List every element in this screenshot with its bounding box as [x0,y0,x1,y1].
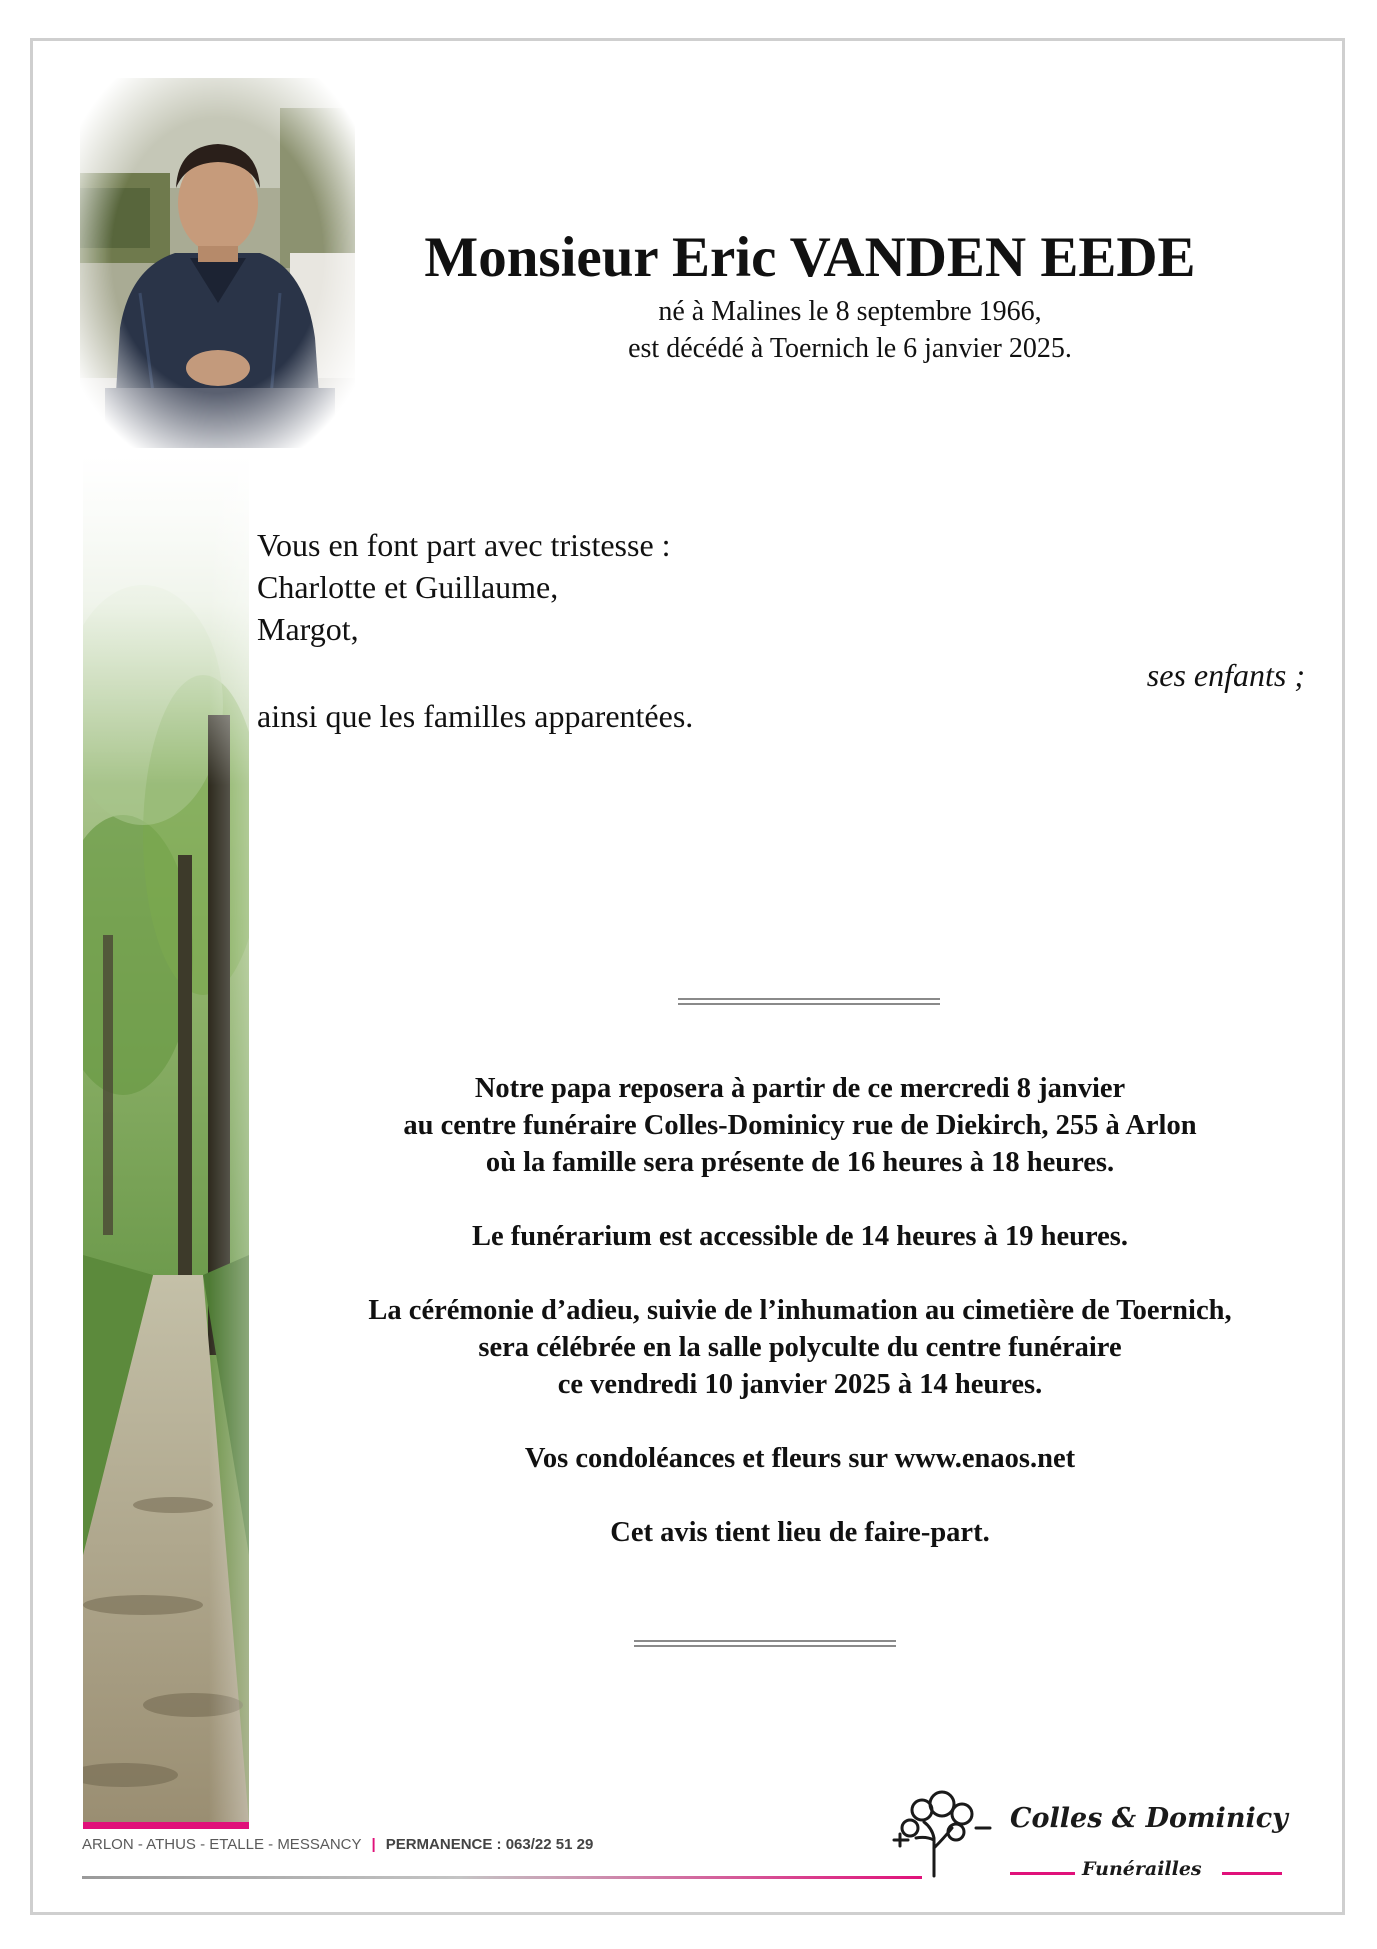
brand-name: Colles & Dominicy [1010,1803,1288,1834]
brand-line-left [1010,1872,1075,1875]
info-line: ce vendredi 10 janvier 2025 à 14 heures. [557,1369,1043,1400]
visitation-info [250,1070,1350,1181]
footer-permanence: PERMANENCE : 063/22 51 29 [385,1836,594,1853]
info-line: où la famille sera présente de 16 heures à 18 heures. [485,1147,1115,1178]
deceased-dates [400,293,1300,367]
brand-line-right [1222,1872,1282,1875]
footer-locations: ARLON - ATHUS - ETALLE - MESSANCY [82,1836,362,1853]
portrait-photo [80,78,355,448]
forest-path-image [83,455,249,1823]
family-block [257,524,671,650]
info-line: sera célébrée en la salle polyculte du centre funéraire [478,1332,1122,1363]
family-member: Charlotte et Guillaume, [257,569,559,605]
family-closing: ainsi que les familles apparentées. [257,698,694,734]
ceremony-info [250,1292,1350,1403]
divider [634,1640,896,1647]
footer-line [82,1876,922,1879]
family-role: ses enfants ; [1146,657,1305,693]
tree-logo-icon [886,1788,996,1878]
death-line: est décédé à Toernich le 6 janvier 2025. [628,333,1072,364]
divider [678,998,940,1005]
info-line: au centre funéraire Colles-Dominicy rue de Diekirch, 255 à Arlon [403,1110,1197,1141]
footer-separator: | [371,1836,376,1853]
birth-line: né à Malines le 8 septembre 1966, [658,296,1042,327]
funerarium-info: Le funérarium est accessible de 14 heures à 19 heures. [472,1221,1128,1252]
forest-accent-strip [83,1822,249,1829]
forest-fade-right [209,455,249,1823]
notice-info: Cet avis tient lieu de faire-part. [610,1517,990,1548]
info-line: La cérémonie d’adieu, suivie de l’inhumation au cimetière de Toernich, [368,1295,1232,1326]
family-intro: Vous en font part avec tristesse : [257,527,671,563]
brand-subtitle: Funérailles [1082,1858,1202,1880]
condolences-info: Vos condoléances et fleurs sur www.enaos.net [524,1443,1076,1474]
family-member: Margot, [257,611,359,647]
info-line: Notre papa reposera à partir de ce mercredi 8 janvier [474,1073,1126,1104]
deceased-name: Monsieur Eric VANDEN EEDE [424,226,1196,289]
footer-contact [82,1836,593,1853]
